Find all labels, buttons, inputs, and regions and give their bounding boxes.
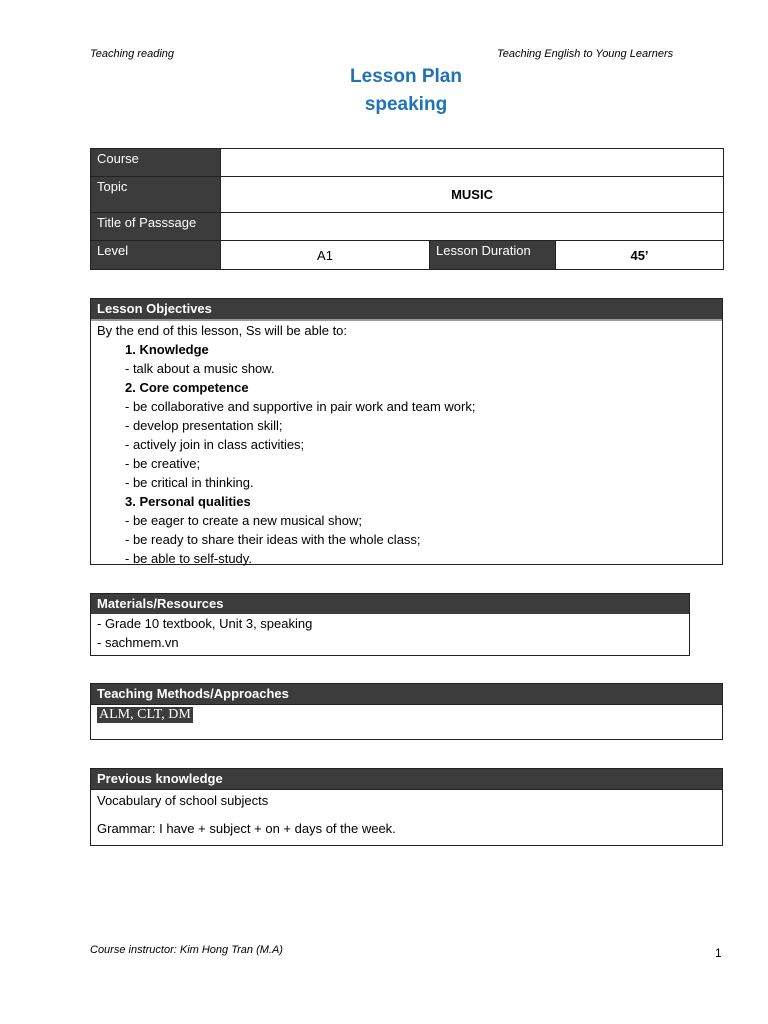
methods-box bbox=[90, 683, 723, 740]
objective-item: - be creative; bbox=[125, 456, 201, 471]
materials-item: - sachmem.vn bbox=[97, 635, 179, 650]
objectives-heading: Lesson Objectives bbox=[91, 299, 722, 319]
objectives-box bbox=[90, 298, 723, 565]
objective-item: - talk about a music show. bbox=[125, 361, 275, 376]
header-right: Teaching English to Young Learners bbox=[497, 48, 674, 60]
course-value bbox=[221, 149, 724, 177]
objective-item: - be eager to create a new musical show; bbox=[125, 513, 363, 528]
header-left: Teaching reading bbox=[90, 48, 174, 60]
previous-line-vocab: Vocabulary of school subjects bbox=[97, 793, 269, 808]
duration-value: 45’ bbox=[556, 241, 724, 270]
level-value: A1 bbox=[221, 241, 430, 270]
footer-instructor: Course instructor: Kim Hong Tran (M.A) bbox=[90, 944, 283, 956]
page-number: 1 bbox=[715, 946, 722, 960]
lesson-info-table bbox=[90, 148, 724, 270]
objective-section-heading: 1. Knowledge bbox=[125, 342, 209, 357]
materials-heading: Materials/Resources bbox=[91, 594, 689, 614]
previous-heading: Previous knowledge bbox=[91, 769, 722, 789]
objectives-intro: By the end of this lesson, Ss will be able to: bbox=[97, 323, 348, 338]
topic-row bbox=[91, 177, 724, 213]
topic-value: MUSIC bbox=[221, 177, 724, 213]
objective-section-heading: 3. Personal qualities bbox=[125, 494, 251, 509]
level-label: Level bbox=[91, 241, 221, 270]
duration-label: Lesson Duration bbox=[430, 241, 556, 270]
passage-label: Title of Passsage bbox=[91, 213, 221, 241]
objective-item: - be ready to share their ideas with the whole class; bbox=[125, 532, 421, 547]
previous-line-grammar: Grammar: I have + subject + on + days of the week. bbox=[97, 821, 396, 836]
objective-item: - be collaborative and supportive in pair work and team work; bbox=[125, 399, 476, 414]
objective-item: - develop presentation skill; bbox=[125, 418, 283, 433]
course-label: Course bbox=[91, 149, 221, 177]
passage-value bbox=[221, 213, 724, 241]
topic-label: Topic bbox=[91, 177, 221, 213]
objective-item: - be able to self-study. bbox=[125, 551, 252, 566]
previous-knowledge-box bbox=[90, 768, 723, 846]
page-title: Lesson Plan bbox=[350, 66, 462, 87]
objectives-list bbox=[91, 340, 722, 568]
materials-box bbox=[90, 593, 690, 656]
materials-item: - Grade 10 textbook, Unit 3, speaking bbox=[97, 616, 313, 631]
page-subtitle: speaking bbox=[364, 94, 448, 115]
objective-item: - be critical in thinking. bbox=[125, 475, 254, 490]
methods-heading: Teaching Methods/Approaches bbox=[91, 684, 722, 704]
methods-value: ALM, CLT, DM bbox=[99, 707, 191, 722]
objective-item: - actively join in class activities; bbox=[125, 437, 305, 452]
level-row bbox=[91, 241, 724, 270]
passage-row bbox=[91, 213, 724, 241]
objective-section-heading: 2. Core competence bbox=[125, 380, 249, 395]
course-row bbox=[91, 149, 724, 177]
